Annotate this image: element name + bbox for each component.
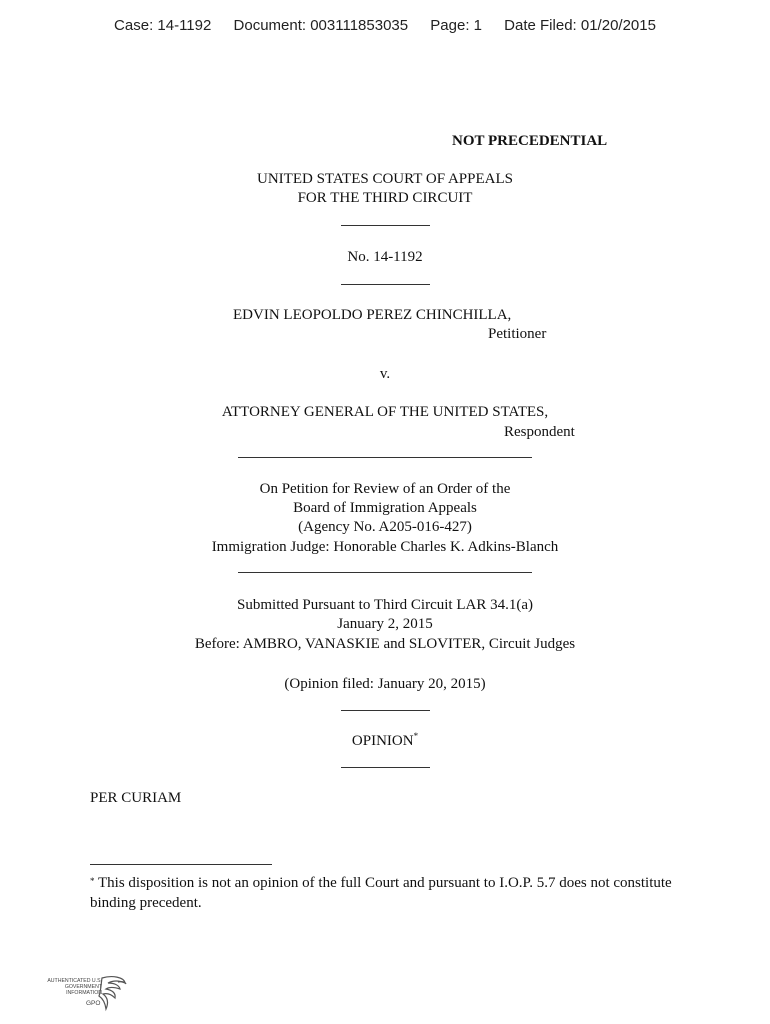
per-curiam: PER CURIAM <box>90 790 182 806</box>
gpo-logo-text: AUTHENTICATED U.S. GOVERNMENT INFORMATION <box>47 978 102 996</box>
versus: v. <box>379 366 391 382</box>
divider <box>341 284 430 285</box>
petition-line1: On Petition for Review of an Order of the <box>259 481 511 497</box>
document-number: Document: 003111853035 <box>233 17 409 34</box>
page-number: Page: 1 <box>430 17 482 34</box>
opinion-title: OPINION <box>351 733 414 749</box>
respondent-name: ATTORNEY GENERAL OF THE UNITED STATES, <box>221 404 549 420</box>
divider <box>341 767 430 768</box>
footnote-marker: * <box>413 731 419 741</box>
petitioner-role: Petitioner <box>488 326 547 342</box>
court-name-line1: UNITED STATES COURT OF APPEALS <box>257 171 513 187</box>
opinion-filed-date: (Opinion filed: January 20, 2015) <box>284 676 486 692</box>
respondent-role: Respondent <box>504 424 575 440</box>
footnote <box>90 873 680 913</box>
footnote-separator <box>90 864 272 865</box>
docket-number: No. 14-1192 <box>347 249 423 265</box>
submission-date: January 2, 2015 <box>337 616 433 632</box>
eagle-icon <box>98 974 128 1014</box>
divider <box>238 457 532 458</box>
page-header <box>0 17 770 34</box>
footnote-text: This disposition is not an opinion of the full Court and pursuant to I.O.P. 5.7 does not constitute binding precedent. <box>90 875 672 911</box>
agency-number: (Agency No. A205-016-427) <box>298 519 472 535</box>
petitioner-name: EDVIN LEOPOLDO PEREZ CHINCHILLA, <box>233 307 512 323</box>
petition-line2: Board of Immigration Appeals <box>293 500 477 516</box>
footnote-marker: * <box>90 876 95 886</box>
court-name-line2: FOR THE THIRD CIRCUIT <box>297 190 473 206</box>
submission-line1: Submitted Pursuant to Third Circuit LAR 34.1(a) <box>237 597 533 613</box>
divider <box>341 710 430 711</box>
opinion-heading <box>0 733 770 750</box>
case-number: Case: 14-1192 <box>114 17 212 34</box>
divider <box>341 225 430 226</box>
gpo-logo-mark: GPO <box>86 1000 101 1007</box>
panel-judges: Before: AMBRO, VANASKIE and SLOVITER, Circuit Judges <box>194 636 576 652</box>
date-filed: Date Filed: 01/20/2015 <box>504 17 656 34</box>
immigration-judge: Immigration Judge: Honorable Charles K. Adkins-Blanch <box>211 539 559 555</box>
gpo-authentication-logo <box>44 974 128 1014</box>
divider <box>238 572 532 573</box>
precedential-status: NOT PRECEDENTIAL <box>452 133 608 149</box>
